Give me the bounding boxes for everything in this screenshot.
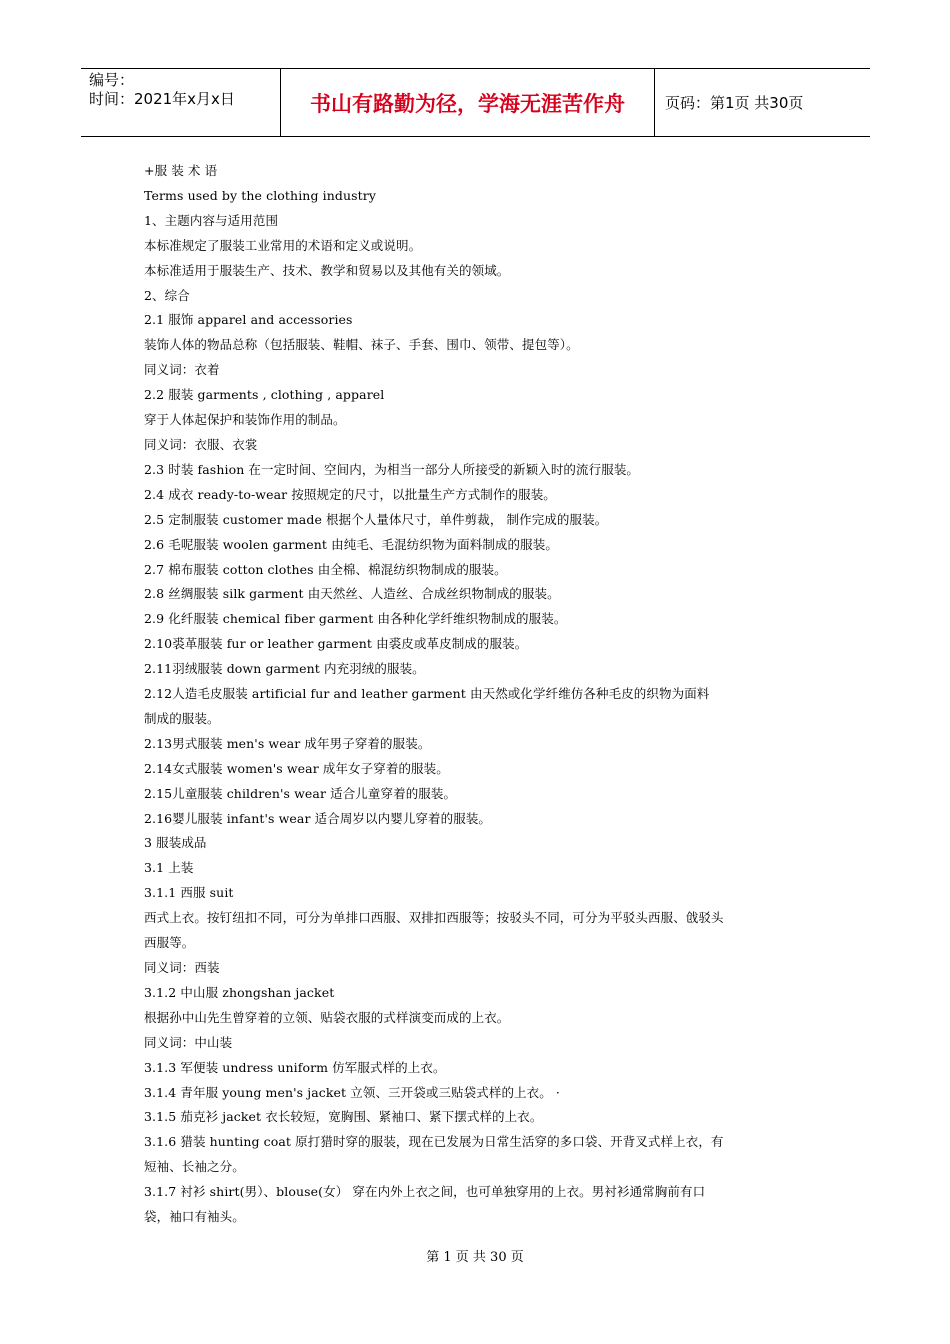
text-line: 2.10裘革服装 fur or leather garment 由裘皮或革皮制成的服装。 [144, 636, 528, 652]
text-line: 3 服装成品 [144, 835, 207, 851]
text-line: 2.15儿童服装 children's wear 适合儿童穿着的服装。 [144, 785, 457, 801]
text-line: 西式上衣。按钉纽扣不同，可分为单排口西服、双排扣西服等；按驳头不同，可分为平驳头西服、戗驳头 [144, 910, 724, 926]
text-line: 3.1 上装 [144, 860, 194, 876]
header-motto: 书山有路勤为径，学海无涯苦作舟 [281, 69, 655, 136]
text-line: 2.12人造毛皮服装 artificial fur and leather garment 由天然或化学纤维仿各种毛皮的织物为面料 [144, 686, 710, 702]
text-line: 根据孙中山先生曾穿着的立领、贴袋衣服的式样演变而成的上衣。 [144, 1009, 510, 1025]
text-line: +服 装 术 语 [144, 163, 218, 178]
text-line: 2.2 服装 garments , clothing , apparel [144, 387, 385, 403]
text-line: 2、综合 [144, 287, 190, 303]
header-page-info: 页码：第1页 共30页 [665, 94, 804, 112]
text-line: 2.9 化纤服装 chemical fiber garment 由各种化学纤维织物制成的服装。 [144, 611, 567, 627]
page-footer: 第 1 页 共 30 页 [426, 1250, 524, 1265]
text-line: 3.1.1 西服 suit [144, 885, 234, 901]
text-line: 2.1 服饰 apparel and accessories [144, 312, 353, 328]
text-line: 3.1.4 青年服 young men's jacket 立领、三开袋或三贴袋式样的上衣。 · [144, 1084, 560, 1100]
text-line: 3.1.7 衬衫 shirt(男）、blouse(女） 穿在内外上衣之间，也可单独穿用的上衣。男衬衫通常胸前有口 [144, 1184, 706, 1200]
header-meta [81, 69, 281, 136]
text-line: 同义词：衣服、衣裳 [144, 436, 258, 452]
text-line: 本标准规定了服装工业常用的术语和定义或说明。 [144, 237, 422, 253]
text-line: 2.5 定制服装 customer made 根据个人量体尺寸，单件剪裁， 制作完成的服装。 [144, 511, 608, 527]
text-line: 2.8 丝绸服装 silk garment 由天然丝、人造丝、合成丝织物制成的服装。 [144, 586, 560, 602]
text-line: 制成的服装。 [144, 710, 220, 726]
text-line: 本标准适用于服装生产、技术、教学和贸易以及其他有关的领域。 [144, 262, 510, 278]
document-time-label: 时间：2021年x月x日 [89, 90, 235, 108]
text-line: 西服等。 [144, 935, 195, 951]
text-line: 2.14女式服装 women's wear 成年女子穿着的服装。 [144, 760, 449, 776]
text-line: 2.3 时装 fashion 在一定时间、空间内，为相当一部分人所接受的新颖入时的流行服装。 [144, 461, 640, 477]
text-line: 穿于人体起保护和装饰作用的制品。 [144, 412, 346, 428]
text-line: 同义词：衣着 [144, 362, 220, 378]
text-line: 3.1.5 茄克衫 jacket 衣长较短，宽胸围、紧袖口、紧下摆式样的上衣。 [144, 1109, 543, 1125]
text-line: 同义词：中山装 [144, 1034, 233, 1050]
text-line: 3.1.2 中山服 zhongshan jacket [144, 984, 335, 1000]
page-header [81, 68, 870, 137]
text-line: 3.1.6 猎装 hunting coat 原打猎时穿的服装，现在已发展为日常生活穿的多口袋、开背叉式样上衣，有 [144, 1134, 724, 1150]
text-line: 2.11羽绒服装 down garment 内充羽绒的服装。 [144, 661, 425, 677]
document-body [144, 159, 824, 1230]
text-line: 3.1.3 军便装 undress uniform 仿军服式样的上衣。 [144, 1059, 446, 1075]
text-line: 2.16婴儿服装 infant's wear 适合周岁以内婴儿穿着的服装。 [144, 810, 492, 826]
text-line: 装饰人体的物品总称（包括服装、鞋帽、袜子、手套、围巾、领带、提包等）。 [144, 337, 579, 353]
text-line: 同义词：西装 [144, 960, 220, 975]
document-number-label: 编号： [89, 71, 135, 89]
text-line: 2.6 毛呢服装 woolen garment 由纯毛、毛混纺织物为面料制成的服装。 [144, 536, 558, 552]
text-line: 2.7 棉布服装 cotton clothes 由全棉、棉混纺织物制成的服装。 [144, 561, 507, 577]
text-line: 2.13男式服装 men's wear 成年男子穿着的服装。 [144, 735, 431, 751]
text-line: 袋，袖口有袖头。 [144, 1209, 245, 1225]
text-line: 短袖、长袖之分。 [144, 1159, 245, 1175]
text-line: Terms used by the clothing industry [144, 187, 376, 203]
text-line: 1、主题内容与适用范围 [144, 212, 279, 228]
text-line: 2.4 成衣 ready-to-wear 按照规定的尺寸，以批量生产方式制作的服装。 [144, 486, 556, 502]
